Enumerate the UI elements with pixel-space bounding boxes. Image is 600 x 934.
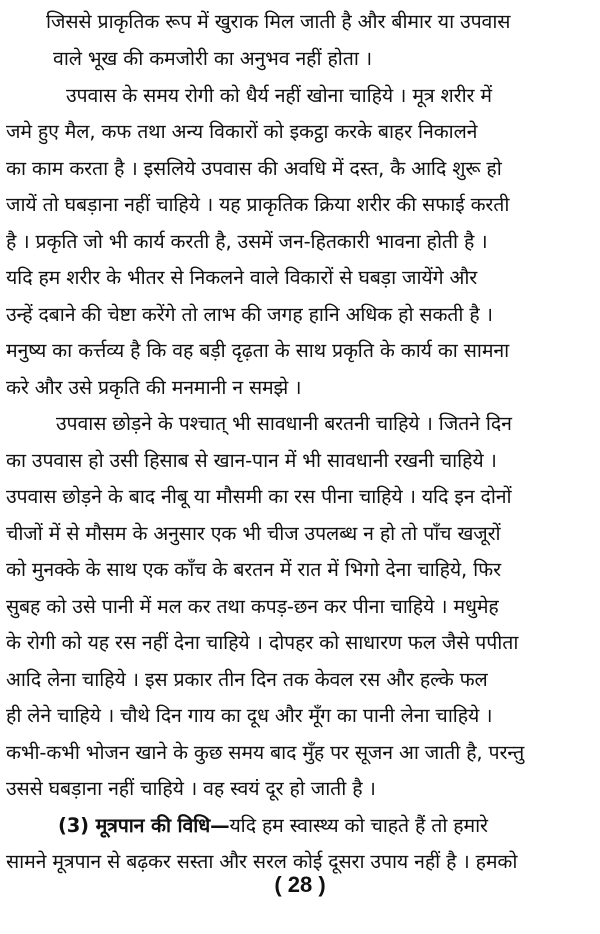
text-line-11: करे और उसे प्रकृति की मनमानी न समझे । [6,376,302,399]
text-line-19: आदि लेना चाहिये । इस प्रकार तीन दिन तक केवल रस और हल्के फल [6,668,488,691]
text-line-2: वाले भूख की कमजोरी का अनुभव नहीं होता । [53,47,373,70]
text-line-18: के रोगी को यह रस नहीं देना चाहिये । दोपहर को साधारण फल जैसे पपीता [6,631,519,654]
page-number: ( 28 ) [274,872,326,897]
text-line-22: उससे घबड़ाना नहीं चाहिये । वह स्वयं दूर हो जाती है । [6,777,376,800]
text-line-9: उन्हें दबाने की चेष्टा करेंगे तो लाभ की जगह हानि अधिक हो सकती है । [6,303,493,326]
section-text: यदि हम स्वास्थ्य को चाहते हैं तो हमारे [229,814,488,837]
text-line-17: सुबह को उसे पानी में मल कर तथा कपड़-छन कर पीना चाहिये । मधुमेह [6,595,499,618]
text-line-14: उपवास छोड़ने के बाद नीबू या मौसमी का रस पीना चाहिये । यदि इन दोनों [6,485,512,508]
text-line-4: जमे हुए मैल, कफ तथा अन्य विकारों को इकट्ठा करके बाहर निकालने [6,120,478,143]
text-line-10: मनुष्य का कर्त्तव्य है कि वह बड़ी दृढ़ता के साथ प्रकृति के कार्य का सामना [6,339,510,362]
text-line-20: ही लेने चाहिये । चौथे दिन गाय का दूध और मूँग का पानी लेना चाहिये । [6,704,493,727]
text-line-6: जायें तो घबड़ाना नहीं चाहिये । यह प्राकृतिक क्रिया शरीर की सफाई करती [6,193,510,216]
text-line-12: उपवास छोड़ने के पश्चात् भी सावधानी बरतनी चाहिये । जितने दिन [56,412,512,435]
text-line-13: का उपवास हो उसी हिसाब से खान-पान में भी सावधानी रखनी चाहिये । [6,449,497,472]
text-line-15: चीजों में से मौसम के अनुसार एक भी चीज उपलब्ध न हो तो पाँच खजूरों [6,522,501,545]
text-line-8: यदि हम शरीर के भीतर से निकलने वाले विकारों से घबड़ा जायेंगे और [6,266,478,289]
text-line-5: का काम करता है । इसलिये उपवास की अवधि में दस्त, कै आदि शुरू हो [6,157,502,180]
text-line-16: को मुनक्के के साथ एक काँच के बरतन में रात में भिगो देना चाहिये, फिर [6,558,501,581]
text-line-21: कभी-कभी भोजन खाने के कुछ समय बाद मुँह पर सूजन आ जाती है, परन्तु [6,741,525,764]
text-line-7: है । प्रकृति जो भी कार्य करती है, उसमें जन-हितकारी भावना होती है । [6,230,488,253]
text-line-3: उपवास के समय रोगी को धैर्य नहीं खोना चाहिये । मूत्र शरीर में [66,84,492,107]
section-first-line [6,812,594,840]
section-second-line: सामने मूत्रपान से बढ़कर सस्ता और सरल कोई दूसरा उपाय नहीं है । हमको [6,850,518,873]
text-line-1: जिससे प्राकृतिक रूप में खुराक मिल जाती है और बीमार या उपवास [46,10,511,33]
section-heading: (3) मूत्रपान की विधि— [58,814,230,837]
